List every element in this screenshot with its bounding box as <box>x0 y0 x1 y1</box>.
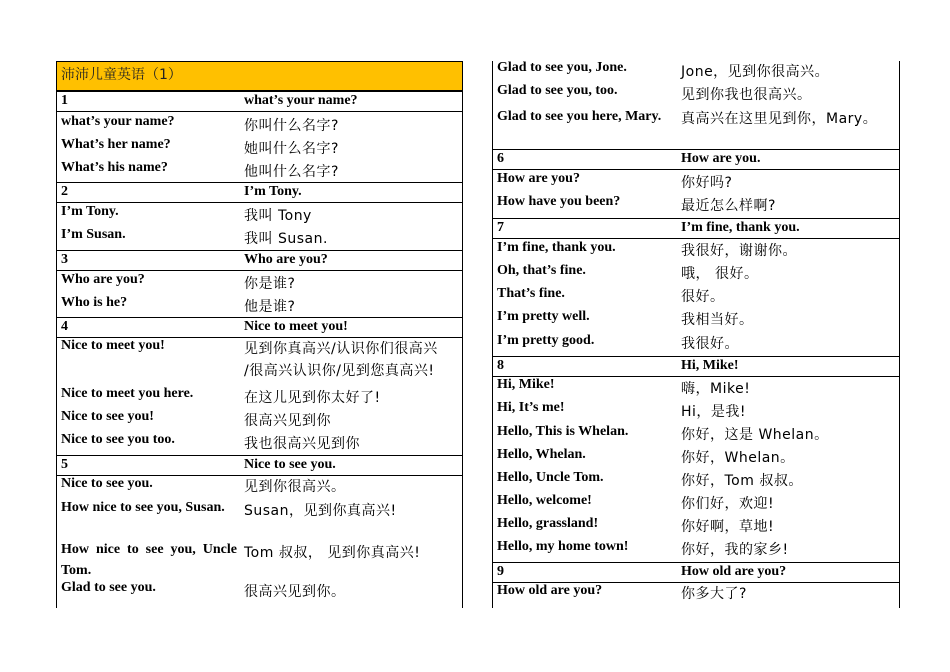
english-phrase: Nice to see you. <box>61 476 153 491</box>
english-phrase: I’m pretty well. <box>497 309 590 324</box>
chinese-translation: 你好吗? <box>681 175 733 191</box>
chinese-translation: 见到你我也很高兴。 <box>681 87 812 103</box>
chinese-translation: Jone，见到你很高兴。 <box>681 64 830 80</box>
section-number: 4 <box>61 319 68 334</box>
english-phrase: Nice to see you too. <box>61 432 175 447</box>
section-heading: Who are you? <box>244 252 328 267</box>
chinese-translation: 我也很高兴见到你 <box>244 436 360 452</box>
section-heading: what’s your name? <box>244 93 358 108</box>
phrase-row <box>57 431 462 455</box>
english-phrase: Hello, This is Whelan. <box>497 424 629 439</box>
chinese-translation: 我叫 Tony <box>244 208 312 224</box>
chinese-translation: 很高兴见到你。 <box>244 584 346 600</box>
section-header <box>493 149 899 170</box>
section-number: 6 <box>497 151 504 166</box>
english-phrase: How nice to see you, Susan. <box>61 500 225 515</box>
english-phrase: Hi, Mike! <box>497 377 555 392</box>
english-phrase: I’m Susan. <box>61 227 126 242</box>
chinese-translation: 你多大了? <box>681 586 747 602</box>
chinese-translation: 真高兴在这里见到你，Mary。 <box>681 111 878 127</box>
phrase-row <box>493 538 899 562</box>
phrase-row <box>57 476 462 497</box>
section-number: 3 <box>61 252 68 267</box>
chinese-translation: 我很好，谢谢你。 <box>681 243 797 259</box>
section-number: 9 <box>497 564 504 579</box>
chinese-translation: 很高兴见到你 <box>244 413 331 429</box>
phrase-row <box>57 271 462 294</box>
phrase-row <box>493 193 899 218</box>
phrase-row <box>493 262 899 285</box>
section-number: 5 <box>61 457 68 472</box>
english-phrase: Glad to see you. <box>61 580 156 595</box>
right-column <box>492 61 900 608</box>
english-phrase: Hello, my home town! <box>497 539 629 554</box>
english-phrase: Who is he? <box>61 295 128 310</box>
section-heading: Hi, Mike! <box>681 358 739 373</box>
phrase-row <box>493 492 899 515</box>
english-phrase: That’s fine. <box>497 286 565 301</box>
phrase-row <box>57 385 462 408</box>
chinese-translation: 你好，我的家乡! <box>681 542 789 558</box>
chinese-translation: 我叫 Susan. <box>244 231 328 247</box>
phrase-row <box>493 423 899 446</box>
chinese-translation: 你好啊，草地! <box>681 519 775 535</box>
english-phrase: Nice to meet you! <box>61 338 165 353</box>
chinese-translation: 见到你很高兴。 <box>244 479 346 495</box>
phrase-row <box>493 469 899 492</box>
phrase-row <box>57 408 462 431</box>
english-phrase: I’m fine, thank you. <box>497 240 616 255</box>
phrase-row <box>493 285 899 308</box>
english-phrase: Hello, grassland! <box>497 516 599 531</box>
phrase-row <box>493 61 899 83</box>
phrase-row <box>493 583 899 605</box>
section-header <box>57 91 462 112</box>
english-phrase: Hi, It’s me! <box>497 400 565 415</box>
section-heading: I’m fine, thank you. <box>681 220 800 235</box>
chinese-translation: 哦， 很好。 <box>681 266 759 282</box>
section-heading: How old are you? <box>681 564 787 579</box>
phrase-row <box>57 539 462 580</box>
section-header <box>57 250 462 271</box>
english-phrase: Hello, welcome! <box>497 493 592 508</box>
chinese-translation: 见到你真高兴/认识你们很高兴 <box>244 341 438 357</box>
chinese-translation: 在这儿见到你太好了! <box>244 390 381 406</box>
phrase-row <box>57 158 462 182</box>
english-phrase: Who are you? <box>61 272 145 287</box>
section-header <box>57 182 462 203</box>
english-phrase: What’s his name? <box>61 160 168 175</box>
english-phrase: Nice to meet you here. <box>61 386 194 401</box>
phrase-row <box>493 83 899 106</box>
section-header <box>493 218 899 239</box>
phrase-row <box>57 203 462 226</box>
chinese-translation: 你好，这是 Whelan。 <box>681 427 829 443</box>
section-heading: Nice to meet you! <box>244 319 348 334</box>
english-phrase: How have you been? <box>497 194 621 209</box>
left-column <box>56 61 463 608</box>
phrase-row <box>57 112 462 135</box>
chinese-translation: 最近怎么样啊? <box>681 198 776 214</box>
chinese-translation: 你好，Tom 叔叔。 <box>681 473 803 489</box>
phrase-row <box>57 338 462 385</box>
english-phrase: How nice to see you, Uncle Tom. <box>61 542 237 578</box>
chinese-translation: 他是谁? <box>244 299 296 315</box>
english-phrase: How old are you? <box>497 583 603 598</box>
phrase-row <box>493 106 899 149</box>
phrase-row <box>493 377 899 400</box>
section-number: 2 <box>61 184 68 199</box>
section-header <box>57 455 462 476</box>
phrase-row <box>493 239 899 262</box>
section-header <box>57 317 462 338</box>
section-heading: How are you. <box>681 151 761 166</box>
chinese-translation: Susan，见到你真高兴! <box>244 503 397 519</box>
section-number: 1 <box>61 93 68 108</box>
english-phrase: How are you? <box>497 171 580 186</box>
section-heading: Nice to see you. <box>244 457 336 472</box>
chinese-translation: 我很好。 <box>681 336 739 352</box>
phrase-row <box>493 446 899 469</box>
phrase-row <box>57 226 462 250</box>
chinese-translation: 我相当好。 <box>681 312 754 328</box>
chinese-translation-cont: /很高兴认识你/见到您真高兴! <box>244 363 435 379</box>
section-header <box>493 356 899 377</box>
chinese-translation: 嗨，Mike! <box>681 381 751 397</box>
chinese-translation: 你叫什么名字? <box>244 118 339 134</box>
phrase-row <box>57 135 462 158</box>
english-phrase: Hello, Uncle Tom. <box>497 470 604 485</box>
phrase-row <box>57 294 462 317</box>
section-heading: I’m Tony. <box>244 184 302 199</box>
phrase-row <box>57 580 462 602</box>
phrase-row <box>493 308 899 332</box>
chinese-translation: 你们好，欢迎! <box>681 496 775 512</box>
chinese-translation: 你好，Whelan。 <box>681 450 795 466</box>
english-phrase: Oh, that’s fine. <box>497 263 586 278</box>
section-number: 8 <box>497 358 504 373</box>
chinese-translation: 他叫什么名字? <box>244 164 339 180</box>
english-phrase: I’m pretty good. <box>497 333 595 348</box>
chinese-translation: 她叫什么名字? <box>244 141 339 157</box>
phrase-row <box>493 400 899 423</box>
chinese-translation: 很好。 <box>681 289 725 305</box>
english-phrase: Glad to see you here, Mary. <box>497 109 662 124</box>
english-phrase: what’s your name? <box>61 114 175 129</box>
english-phrase: Glad to see you, Jone. <box>497 60 627 75</box>
english-phrase: Hello, Whelan. <box>497 447 586 462</box>
section-number: 7 <box>497 220 504 235</box>
english-phrase: Nice to see you! <box>61 409 154 424</box>
section-header <box>493 562 899 583</box>
chinese-translation: Tom 叔叔， 见到你真高兴! <box>244 545 421 561</box>
phrase-row <box>493 332 899 356</box>
chinese-translation: 你是谁? <box>244 276 296 292</box>
phrase-row <box>493 515 899 538</box>
phrase-row <box>493 170 899 193</box>
phrase-row <box>57 497 462 539</box>
english-phrase: Glad to see you, too. <box>497 83 618 98</box>
document-title: 沛沛儿童英语（1） <box>57 61 462 91</box>
english-phrase: What’s her name? <box>61 137 171 152</box>
chinese-translation: Hi，是我! <box>681 404 747 420</box>
english-phrase: I’m Tony. <box>61 204 119 219</box>
